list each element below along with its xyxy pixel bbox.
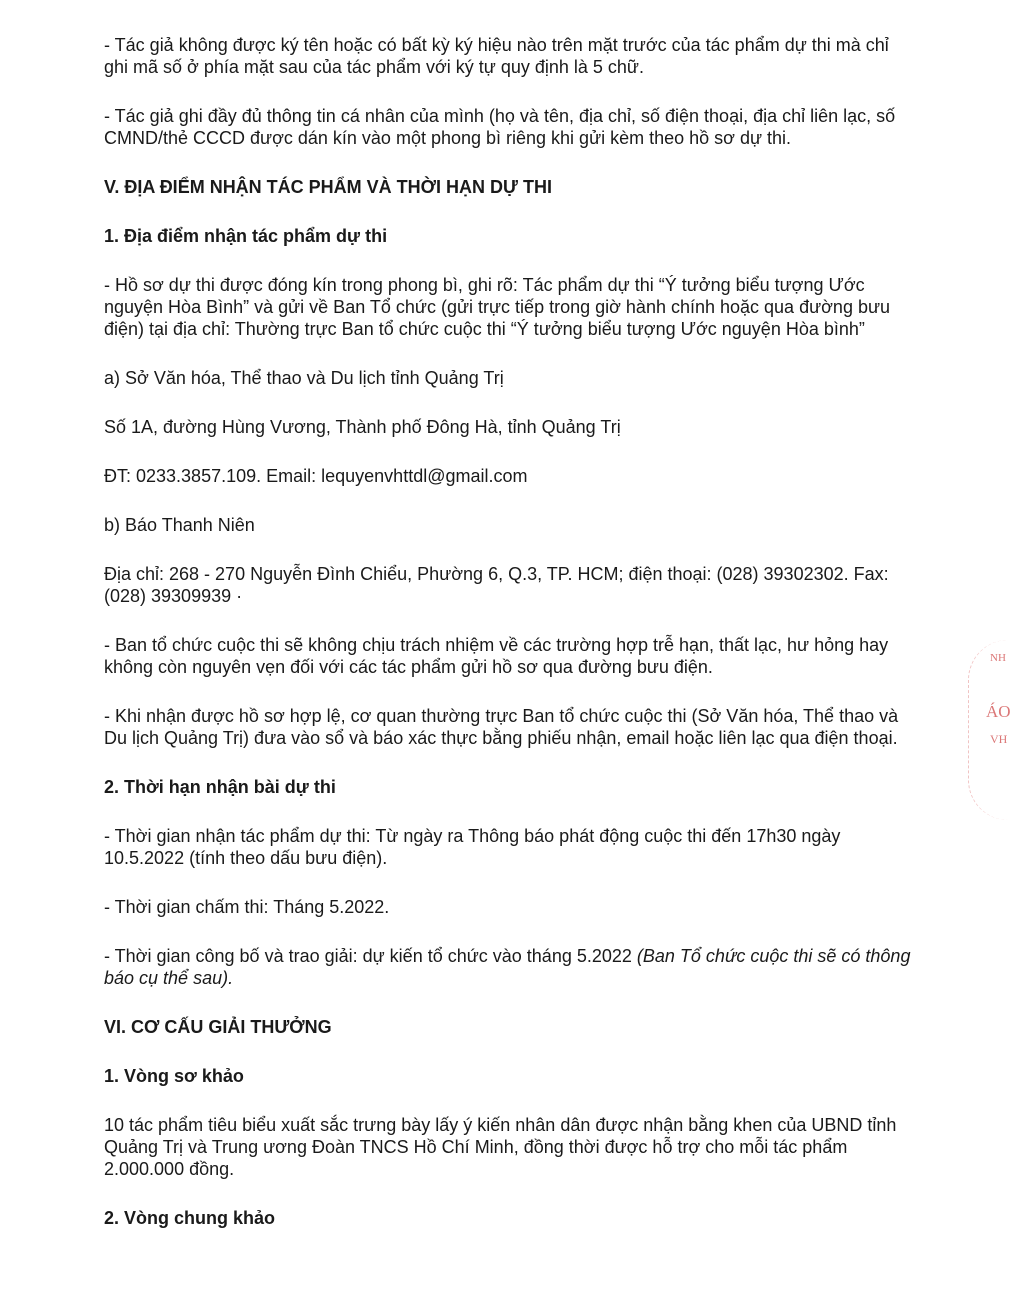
paragraph-receipt-confirmation: - Khi nhận được hồ sơ hợp lệ, cơ quan thường trực Ban tổ chức cuộc thi (Sở Văn hóa, Thể thao và Du lịch Quảng Trị) đưa vào sổ và báo xác thực bằng phiếu nhận, email hoặc liên lạc qua điện thoại.	[104, 706, 899, 748]
section-heading-v: V. ĐỊA ĐIỂM NHẬN TÁC PHẨM VÀ THỜI HẠN DỰ THI	[104, 177, 552, 197]
subsection-heading-submission-place: 1. Địa điểm nhận tác phẩm dự thi	[104, 226, 388, 246]
paragraph-preliminary-award: 10 tác phẩm tiêu biểu xuất sắc trưng bày lấy ý kiến nhân dân được nhận bằng khen của UBND tỉnh Quảng Trị và Trung ương Đoàn TNCS Hồ Chí Minh, đồng thời được hỗ trợ cho mỗi tác phẩm 2.000.000 đồng.	[104, 1115, 897, 1179]
paragraph-author-info: - Tác giả ghi đầy đủ thông tin cá nhân của mình (họ và tên, địa chỉ, số điện thoại, địa chỉ liên lạc, số CMND/thẻ CCCD được dán kín vào một phong bì riêng khi gửi kèm theo hồ sơ dự thi.	[104, 106, 896, 148]
paragraph-author-anonymity: - Tác giả không được ký tên hoặc có bất kỳ ký hiệu nào trên mặt trước của tác phẩm dự thi mà chỉ ghi mã số ở phía mặt sau của tác phẩm với ký tự quy định là 5 chữ.	[104, 35, 889, 77]
paragraph-org-a-contact: ĐT: 0233.3857.109. Email: lequyenvhttdl@gmail.com	[104, 466, 528, 486]
announcement-text: - Thời gian công bố và trao giải: dự kiến tổ chức vào tháng 5.2022	[104, 946, 637, 966]
section-heading-vi: VI. CƠ CẤU GIẢI THƯỞNG	[104, 1017, 332, 1037]
stamp-text-1: NH	[990, 652, 1006, 664]
stamp-text-2: ÁO	[986, 702, 1011, 721]
stamp-edge	[968, 640, 1024, 820]
paragraph-org-a: a) Sở Văn hóa, Thể thao và Du lịch tỉnh Quảng Trị	[104, 368, 504, 388]
subsection-heading-final-round: 2. Vòng chung khảo	[104, 1208, 276, 1228]
subsection-heading-deadline: 2. Thời hạn nhận bài dự thi	[104, 777, 336, 797]
paragraph-org-b: b) Báo Thanh Niên	[104, 515, 255, 535]
paragraph-announcement	[104, 945, 916, 989]
stamp-text-3: VH	[990, 732, 1008, 746]
paragraph-submission-period: - Thời gian nhận tác phẩm dự thi: Từ ngày ra Thông báo phát động cuộc thi đến 17h30 ngày 10.5.2022 (tính theo dấu bưu điện).	[104, 826, 841, 868]
document-page	[104, 34, 916, 1256]
announcement-note: (Ban Tổ chức cuộc thi sẽ có thông báo cụ thể sau).	[104, 946, 911, 988]
red-seal-stamp	[980, 640, 1024, 830]
paragraph-envelope-instructions: - Hồ sơ dự thi được đóng kín trong phong bì, ghi rõ: Tác phẩm dự thi “Ý tưởng biểu tượng Ước nguyện Hòa Bình” và gửi về Ban Tổ chức (gửi trực tiếp trong giờ hành chính hoặc qua đường bưu điện) tại địa chỉ: Thường trực Ban tổ chức cuộc thi “Ý tưởng biểu tượng Ước nguyện Hòa bình”	[104, 275, 891, 339]
paragraph-org-b-address: Địa chỉ: 268 - 270 Nguyễn Đình Chiểu, Phường 6, Q.3, TP. HCM; điện thoại: (028) 39302302. Fax: (028) 39309939 ·	[104, 564, 889, 606]
subsection-heading-preliminary-round: 1. Vòng sơ khảo	[104, 1066, 244, 1086]
paragraph-liability: - Ban tổ chức cuộc thi sẽ không chịu trách nhiệm về các trường hợp trễ hạn, thất lạc, hư hỏng hay không còn nguyên vẹn đối với các tác phẩm gửi hồ sơ qua đường bưu điện.	[104, 635, 889, 677]
paragraph-org-a-address: Số 1A, đường Hùng Vương, Thành phố Đông Hà, tỉnh Quảng Trị	[104, 417, 621, 437]
paragraph-judging-period: - Thời gian chấm thi: Tháng 5.2022.	[104, 897, 390, 917]
